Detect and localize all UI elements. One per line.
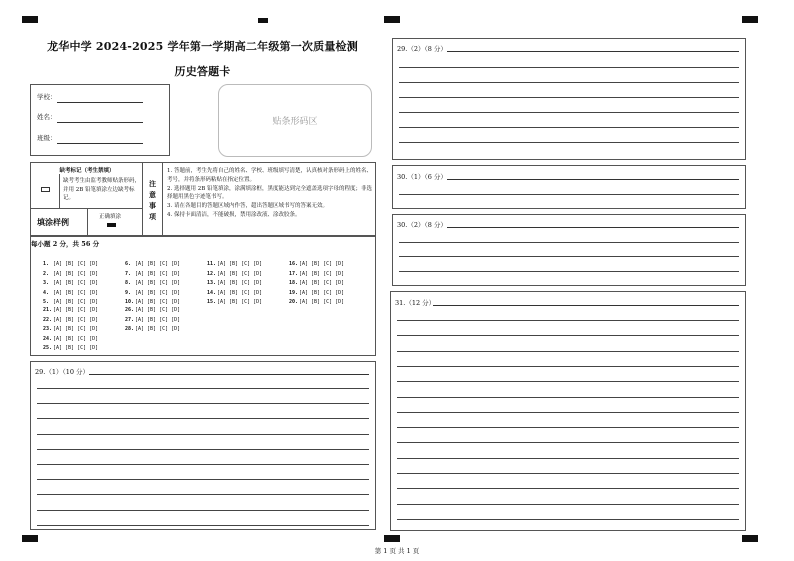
notes-heading-char-4: 项 [149, 212, 156, 221]
mc-question-17[interactable] [289, 271, 344, 277]
registration-mark-bottom-center [384, 535, 400, 542]
mc-options[interactable]: [A] [B] [C] [D] [217, 270, 263, 277]
mc-question-8[interactable] [125, 280, 180, 286]
answer-line [37, 418, 369, 419]
mc-question-number: 2. [43, 270, 50, 277]
mc-question-number: 14. [207, 289, 217, 296]
answer-line [37, 388, 369, 389]
mc-options[interactable]: [A] [B] [C] [D] [53, 280, 99, 286]
answer-line [397, 488, 739, 489]
q29-2-label: 29.（2）（8 分） [397, 45, 447, 53]
registration-mark-top-center [384, 16, 400, 23]
mc-options[interactable]: [A] [B] [C] [D] [299, 280, 345, 286]
instructions-block [30, 162, 376, 236]
answer-line [37, 525, 369, 526]
mc-options[interactable]: [A] [B] [C] [D] [135, 289, 181, 296]
mc-question-9[interactable] [125, 290, 180, 296]
mc-question-1[interactable] [43, 261, 98, 267]
answer-line [397, 458, 739, 459]
mc-options[interactable]: [A] [B] [C] [D] [299, 289, 345, 296]
mc-question-3[interactable] [43, 280, 98, 286]
notes-heading [143, 163, 163, 237]
mc-question-14[interactable] [207, 290, 262, 296]
mc-question-number: 24. [43, 335, 53, 342]
fill-sample-label: 填涂样例 [37, 217, 69, 227]
mc-question-number: 28. [125, 326, 135, 332]
answer-line [37, 494, 369, 495]
mc-question-number: 13. [207, 280, 217, 286]
answer-line [37, 464, 369, 465]
mc-question-number: 3. [43, 280, 50, 286]
answer-line [397, 442, 739, 443]
q30-2-answer-box[interactable] [392, 214, 746, 286]
absence-title: 缺考标记（考生禁填） [59, 168, 115, 174]
mc-question-number: 25. [43, 345, 53, 351]
answer-line [399, 112, 739, 113]
mc-options[interactable]: [A] [B] [C] [D] [217, 280, 263, 286]
q30-1-answer-box[interactable] [392, 165, 746, 209]
school-label: 学校： [37, 93, 57, 101]
mc-question-number: 17. [289, 270, 299, 277]
mc-question-22[interactable] [43, 317, 98, 323]
mc-question-19[interactable] [289, 290, 344, 296]
mc-question-7[interactable] [125, 271, 180, 277]
mc-question-number: 5. [43, 299, 50, 305]
page-subtitle: 历史答题卡 [174, 65, 231, 78]
mc-options[interactable]: [A] [B] [C] [D] [217, 299, 263, 305]
mc-options[interactable]: [A] [B] [C] [D] [53, 326, 99, 332]
answer-line [397, 397, 739, 398]
mc-question-4[interactable] [43, 290, 98, 296]
mc-options[interactable]: [A] [B] [C] [D] [299, 299, 345, 305]
mc-question-25[interactable] [43, 345, 98, 351]
barcode-label: 贴条形码区 [272, 117, 318, 127]
notes-heading-char-3: 事 [149, 201, 156, 210]
mc-question-27[interactable] [125, 317, 180, 323]
answer-line [397, 320, 739, 321]
answer-line [397, 351, 739, 352]
answer-line [399, 142, 739, 143]
mc-options[interactable]: [A] [B] [C] [D] [135, 299, 181, 305]
mc-question-number: 8. [125, 280, 132, 286]
header [30, 38, 375, 79]
registration-mark-top-mid [258, 18, 268, 23]
answer-line [397, 381, 739, 382]
note-item: 3. 请在各题目的答题区域内作答，超出答题区域书写的答案无效。 [167, 203, 328, 210]
mc-options[interactable]: [A] [B] [C] [D] [53, 307, 99, 313]
mc-question-24[interactable] [43, 336, 98, 342]
answer-line [399, 97, 739, 98]
mc-question-2[interactable] [43, 271, 98, 277]
mc-question-number: 21. [43, 307, 53, 313]
mc-question-16[interactable] [289, 261, 344, 267]
page-number: 第 1 页 共 1 页 [374, 547, 420, 555]
mc-options[interactable]: [A] [B] [C] [D] [135, 270, 181, 277]
mc-question-number: 4. [43, 289, 50, 296]
q29-1-answer-box[interactable] [30, 361, 376, 530]
q30-1-label: 30.（1）（6 分） [397, 173, 447, 181]
mc-question-28[interactable] [125, 326, 180, 332]
mc-options[interactable]: [A] [B] [C] [D] [135, 326, 181, 332]
answer-line [397, 427, 739, 428]
mc-question-number: 26. [125, 307, 135, 313]
mc-question-number: 22. [43, 316, 53, 323]
class-label: 班级： [37, 134, 57, 142]
correct-fill-label: 正确填涂 [99, 214, 122, 220]
mc-question-13[interactable] [207, 280, 262, 286]
note-item: 2. 选择题用 2B 铅笔填涂，涂满填涂框，黑度能达到完全遮盖选项字母的程度；非选择题用黑色字迹笔书写。 [167, 185, 373, 201]
q31-answer-box[interactable] [390, 291, 746, 531]
mc-question-5[interactable] [43, 299, 98, 305]
answer-line [399, 67, 739, 68]
mc-options[interactable]: [A] [B] [C] [D] [217, 289, 263, 296]
student-info-box [30, 84, 170, 156]
mc-question-10[interactable] [125, 299, 180, 305]
answer-line [397, 504, 739, 505]
mc-question-number: 23. [43, 326, 53, 332]
answer-line [37, 434, 369, 435]
mc-options[interactable]: [A] [B] [C] [D] [135, 316, 181, 323]
mc-question-12[interactable] [207, 271, 262, 277]
mc-options[interactable]: [A] [B] [C] [D] [135, 307, 181, 313]
answer-line [37, 403, 369, 404]
mc-answer-area [31, 237, 377, 357]
q30-2-label: 30.（2）（8 分） [397, 221, 447, 229]
answer-line [397, 335, 739, 336]
mc-options[interactable]: [A] [B] [C] [D] [135, 280, 181, 286]
registration-mark-top-left [22, 16, 38, 23]
mc-question-15[interactable] [207, 299, 262, 305]
class-field[interactable] [37, 134, 143, 144]
notes-list [167, 167, 373, 220]
mc-question-number: 7. [125, 270, 132, 277]
answer-line [397, 412, 739, 413]
q31-label: 31.（12 分） [395, 299, 436, 307]
mc-question-number: 11. [207, 261, 217, 267]
q29-2-answer-box[interactable] [392, 38, 746, 160]
barcode-area [218, 84, 372, 157]
mc-header: 每小题 2 分，共 56 分 [31, 240, 100, 248]
mc-question-21[interactable] [43, 307, 98, 313]
mc-options[interactable]: [A] [B] [C] [D] [53, 289, 99, 296]
page-title: 龙华中学 2024-2025 学年第一学期高二年级第一次质量检测 [47, 40, 358, 53]
registration-mark-bottom-right [742, 535, 758, 542]
mc-options[interactable]: [A] [B] [C] [D] [217, 261, 263, 267]
mc-options[interactable]: [A] [B] [C] [D] [53, 335, 99, 342]
answer-line [399, 82, 739, 83]
note-item: 4. 保持卡面清洁，不能破损，禁用涂改液、涂改胶条。 [167, 211, 301, 218]
mc-options[interactable]: [A] [B] [C] [D] [53, 270, 99, 277]
mc-question-number: 27. [125, 316, 135, 323]
multiple-choice-block [30, 236, 376, 356]
mc-question-number: 9. [125, 289, 132, 296]
mc-question-number: 15. [207, 299, 217, 305]
mc-question-18[interactable] [289, 280, 344, 286]
mc-question-23[interactable] [43, 326, 98, 332]
mc-options[interactable]: [A] [B] [C] [D] [135, 261, 181, 267]
answer-line [397, 366, 739, 367]
mc-options[interactable]: [A] [B] [C] [D] [53, 261, 99, 267]
answer-line [37, 479, 369, 480]
answer-line [37, 510, 369, 511]
note-item: 1. 答题前，考生先将自己的姓名、学校、班级填写清楚，认真核对条形码上的姓名、考号，并将条形码粘贴在指定位置。 [167, 168, 372, 183]
mc-question-11[interactable] [207, 261, 262, 267]
registration-mark-top-right [742, 16, 758, 23]
answer-line [399, 127, 739, 128]
mc-question-number: 6. [125, 261, 132, 267]
mc-question-number: 10. [125, 299, 135, 305]
mc-question-number: 19. [289, 289, 299, 296]
answer-line [397, 473, 739, 474]
absence-section [31, 163, 143, 209]
mc-options[interactable]: [A] [B] [C] [D] [53, 299, 99, 305]
mc-question-20[interactable] [289, 299, 344, 305]
q29-1-label: 29.（1）（10 分） [35, 368, 90, 376]
name-field[interactable] [37, 113, 143, 123]
mc-question-number: 16. [289, 261, 299, 267]
correct-fill-sample [107, 223, 116, 227]
registration-mark-bottom-left [22, 535, 38, 542]
notes-heading-char-1: 注 [149, 179, 156, 188]
mc-options[interactable]: [A] [B] [C] [D] [53, 345, 99, 351]
mc-question-number: 20. [289, 299, 299, 305]
fill-sample-section [31, 209, 143, 236]
mc-question-number: 1. [43, 261, 50, 267]
school-field[interactable] [37, 93, 143, 103]
notes-heading-char-2: 意 [149, 190, 156, 199]
answer-line [37, 449, 369, 450]
mc-question-number: 12. [207, 270, 217, 277]
absence-text: 缺考考生由监考教师贴条形码，并用 2B 铅笔填涂左边缺考标记。 [63, 178, 141, 201]
mc-question-6[interactable] [125, 261, 180, 267]
mc-question-number: 18. [289, 280, 299, 286]
answer-line [397, 519, 739, 520]
name-label: 姓名： [37, 113, 57, 121]
mc-options[interactable]: [A] [B] [C] [D] [299, 270, 345, 277]
mc-options[interactable]: [A] [B] [C] [D] [299, 261, 345, 267]
mc-question-26[interactable] [125, 307, 180, 313]
mc-options[interactable]: [A] [B] [C] [D] [53, 316, 99, 323]
absence-checkbox[interactable] [41, 187, 50, 192]
